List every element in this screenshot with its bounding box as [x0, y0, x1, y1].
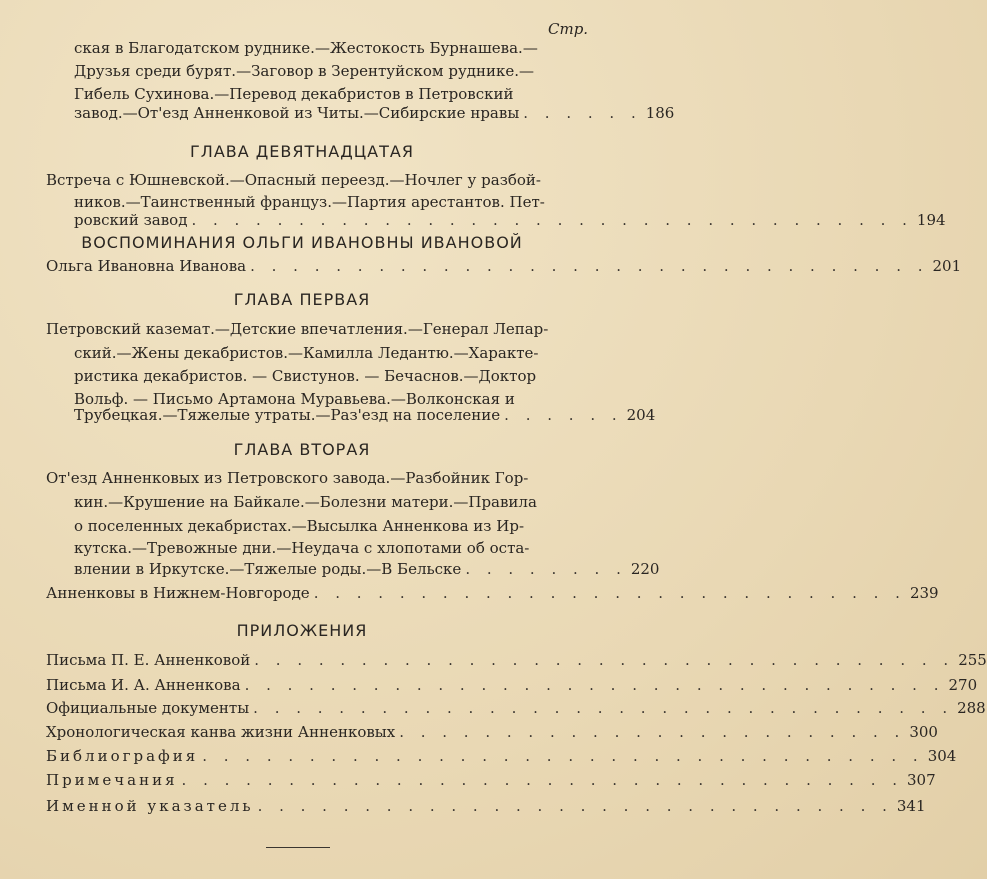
appendix-entry: [46, 747, 957, 765]
toc-line: Гибель Сухинова.—Перевод декабристов в Петровский: [74, 85, 514, 103]
page-number: 201: [932, 257, 962, 275]
page-column-label: Стр.: [548, 20, 589, 38]
leader-dots: . . . . . . . .: [465, 560, 627, 578]
page-number: 288: [957, 699, 986, 717]
toc-line: влении в Иркутске.—Тяжелые роды.—В Бельске: [74, 560, 462, 578]
toc-line: Вольф. — Письмо Артамона Муравьева.—Волконская и: [74, 390, 515, 408]
leader-dots: . . . . . . . . . . . . . . . . . . . . . . . . . . . . . . . . . .: [202, 747, 924, 765]
page-number: 220: [630, 560, 660, 578]
chapter-heading: ГЛАВА ПЕРВАЯ: [233, 290, 371, 309]
appendix-title: Хронологическая канва жизни Анненковых: [46, 723, 396, 741]
toc-line: Анненковы в Нижнем-Новгороде: [46, 584, 310, 602]
toc-line: ровский завод: [74, 211, 188, 229]
toc-line: Трубецкая.—Тяжелые утраты.—Раз'езд на поселение: [74, 406, 501, 424]
leader-dots: . . . . . . . . . . . . . . . . . . . . . . . . . . . . . . . . . .: [191, 211, 913, 229]
toc-line: ристика декабристов. — Свистунов. — Бечаснов.—Доктор: [74, 367, 537, 385]
leader-dots: . . . . . . . . . . . . . . . . . . . . . . . . . . . . . . . . .: [254, 651, 955, 669]
toc-entry-final: [74, 406, 656, 424]
page-number: 300: [909, 723, 938, 741]
toc-line: кутска.—Тревожные дни.—Неудача с хлопотами об оста-: [74, 539, 530, 557]
leader-dots: . . . . . . . . . . . . . . . . . . . . . . . . . . . . . . . . .: [244, 676, 945, 694]
toc-line: ников.—Таинственный француз.—Партия арестантов. Пет-: [74, 193, 545, 211]
toc-line: Друзья среди бурят.—Заговор в Зерентуйском руднике.—: [74, 62, 535, 80]
leader-dots: . . . . . . . . . . . . . . . . . . . . . . . . . . . . . . . . .: [253, 699, 954, 717]
toc-line: Встреча с Юшневской.—Опасный переезд.—Ночлег у разбой-: [46, 171, 541, 189]
appendix-entry: [46, 723, 938, 741]
toc-entry-final: [74, 211, 946, 229]
leader-dots: . . . . . .: [504, 406, 623, 424]
appendix-heading: ПРИЛОЖЕНИЯ: [236, 621, 368, 640]
toc-entry-final: [46, 257, 962, 275]
closing-rule: [266, 847, 330, 848]
leader-dots: . . . . . . . . . . . . . . . . . . . . . . . . . . . . . . . .: [250, 257, 929, 275]
leader-dots: . . . . . .: [523, 104, 642, 122]
page-number: 307: [907, 771, 936, 789]
page-number: 239: [909, 584, 939, 602]
appendix-entry: [46, 651, 987, 669]
chapter-heading: ГЛАВА ВТОРАЯ: [233, 440, 371, 459]
page-number: 304: [927, 747, 957, 765]
appendix-title: Примечания: [46, 771, 178, 789]
leader-dots: . . . . . . . . . . . . . . . . . . . . . . . . . . . . . . . . . .: [181, 771, 904, 789]
toc-line: завод.—От'езд Анненковой из Читы.—Сибирские нравы: [74, 104, 520, 122]
appendix-entry: [46, 797, 926, 815]
appendix-entry: [46, 676, 978, 694]
page-number: 204: [626, 406, 656, 424]
toc-line: Петровский каземат.—Детские впечатления.—Генерал Лепар-: [46, 320, 549, 338]
leader-dots: . . . . . . . . . . . . . . . . . . . . . . . . . . . . . .: [257, 797, 893, 815]
page-number: 270: [948, 676, 978, 694]
appendix-title: Письма И. А. Анненкова: [46, 676, 241, 694]
appendix-title: Письма П. Е. Анненковой: [46, 651, 251, 669]
chapter-heading: ГЛАВА ДЕВЯТНАДЦАТАЯ: [190, 142, 414, 161]
toc-line: ский.—Жены декабристов.—Камилла Ледантю.—Характе-: [74, 344, 539, 362]
toc-entry-final: [74, 560, 660, 578]
toc-line: кин.—Крушение на Байкале.—Болезни матери.—Правила: [74, 493, 537, 511]
appendix-title: Библиография: [46, 747, 199, 765]
appendix-entry: [46, 771, 936, 789]
page-number: 341: [896, 797, 926, 815]
page-number: 194: [916, 211, 946, 229]
toc-entry-final: [46, 584, 939, 602]
toc-line: ская в Благодатском руднике.—Жестокость Бурнашева.—: [74, 39, 538, 57]
appendix-title: Именной указатель: [46, 797, 254, 815]
appendix-entry: [46, 699, 986, 717]
toc-entry-final: [74, 104, 675, 122]
appendix-title: Официальные документы: [46, 699, 250, 717]
leader-dots: . . . . . . . . . . . . . . . . . . . . . . . . . . . .: [313, 584, 906, 602]
toc-line: Ольга Ивановна Иванова: [46, 257, 247, 275]
section-heading: ВОСПОМИНАНИЯ ОЛЬГИ ИВАНОВНЫ ИВАНОВОЙ: [81, 233, 523, 252]
toc-line: о поселенных декабристах.—Высылка Анненкова из Ир-: [74, 517, 525, 535]
page-number: 186: [645, 104, 675, 122]
page-number: 255: [958, 651, 987, 669]
leader-dots: . . . . . . . . . . . . . . . . . . . . . . . .: [399, 723, 906, 741]
toc-line: От'езд Анненковых из Петровского завода.—Разбойник Гор-: [46, 469, 529, 487]
